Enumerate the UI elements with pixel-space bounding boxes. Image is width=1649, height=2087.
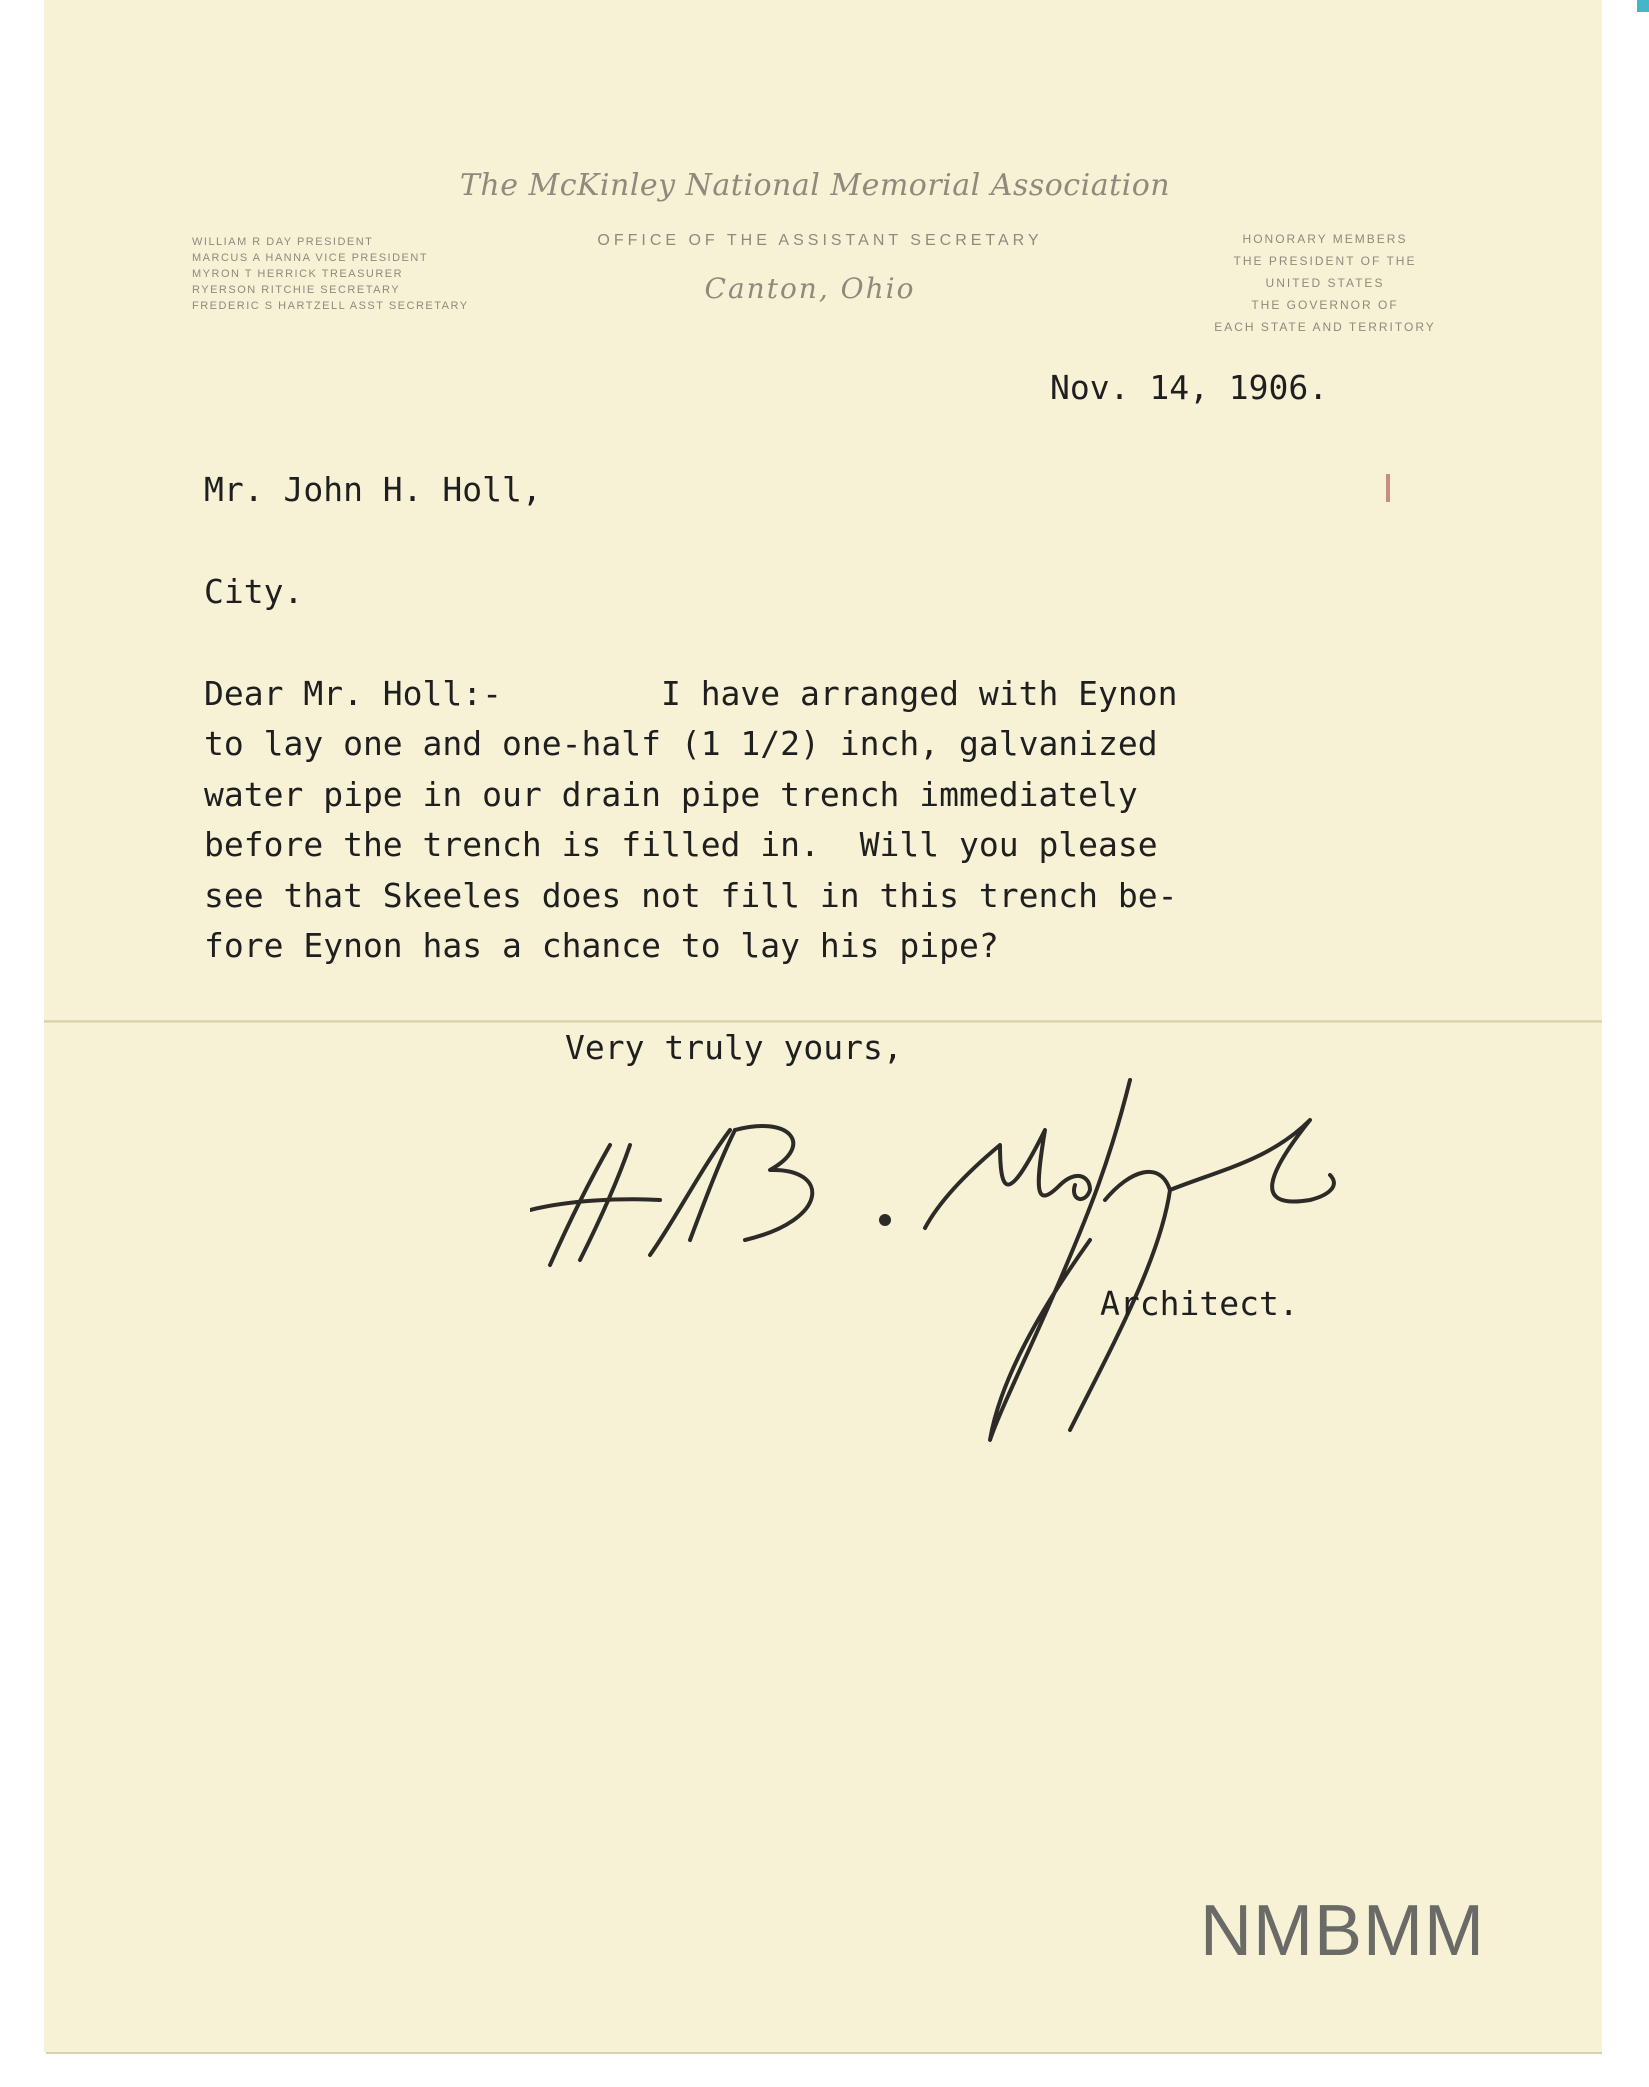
body-line: water pipe in our drain pipe trench immediately bbox=[204, 775, 1138, 814]
officer-line: MYRON T HERRICK TREASURER bbox=[192, 268, 404, 280]
body-line: to lay one and one-half (1 1/2) inch, galvanized bbox=[204, 724, 1158, 763]
watermark-text: NMBMM bbox=[1200, 1891, 1485, 1971]
officer-line: MARCUS A HANNA VICE PRESIDENT bbox=[192, 252, 429, 264]
body-line: see that Skeeles does not fill in this trench be- bbox=[204, 876, 1178, 915]
body-line: before the trench is filled in. Will you please bbox=[204, 825, 1158, 864]
letter-date: Nov. 14, 1906. bbox=[1050, 368, 1329, 407]
letterhead-location: Canton, Ohio bbox=[704, 272, 916, 305]
corner-marker bbox=[1637, 0, 1649, 12]
letter-closing: Very truly yours, bbox=[565, 1028, 903, 1067]
honorary-line: THE PRESIDENT OF THE bbox=[1233, 254, 1417, 268]
body-line: Dear Mr. Holl:- I have arranged with Eynon bbox=[204, 674, 1178, 713]
fold-line bbox=[44, 1020, 1602, 1023]
signature-title: Architect. bbox=[1100, 1284, 1299, 1323]
officer-line: WILLIAM R DAY PRESIDENT bbox=[192, 236, 374, 248]
officer-line: FREDERIC S HARTZELL ASST SECRETARY bbox=[192, 300, 469, 312]
letterhead-title: The McKinley National Memorial Association bbox=[459, 168, 1171, 203]
handwritten-signature bbox=[530, 1050, 1430, 1470]
honorary-line: THE GOVERNOR OF bbox=[1251, 298, 1399, 312]
letter-addressee: Mr. John H. Holl, bbox=[204, 470, 542, 509]
body-line: fore Eynon has a chance to lay his pipe? bbox=[204, 926, 999, 965]
honorary-line: UNITED STATES bbox=[1265, 276, 1385, 290]
letterhead-office: OFFICE OF THE ASSISTANT SECRETARY bbox=[597, 232, 1043, 249]
letterhead-honorary-members bbox=[1160, 228, 1490, 338]
officer-line: RYERSON RITCHIE SECRETARY bbox=[192, 284, 401, 296]
page-margin bbox=[1602, 0, 1649, 2087]
letter-city: City. bbox=[204, 572, 304, 611]
letterhead-officers bbox=[192, 234, 469, 314]
ink-mark bbox=[1386, 474, 1390, 502]
honorary-line: HONORARY MEMBERS bbox=[1242, 232, 1408, 246]
honorary-line: EACH STATE AND TERRITORY bbox=[1214, 320, 1436, 334]
